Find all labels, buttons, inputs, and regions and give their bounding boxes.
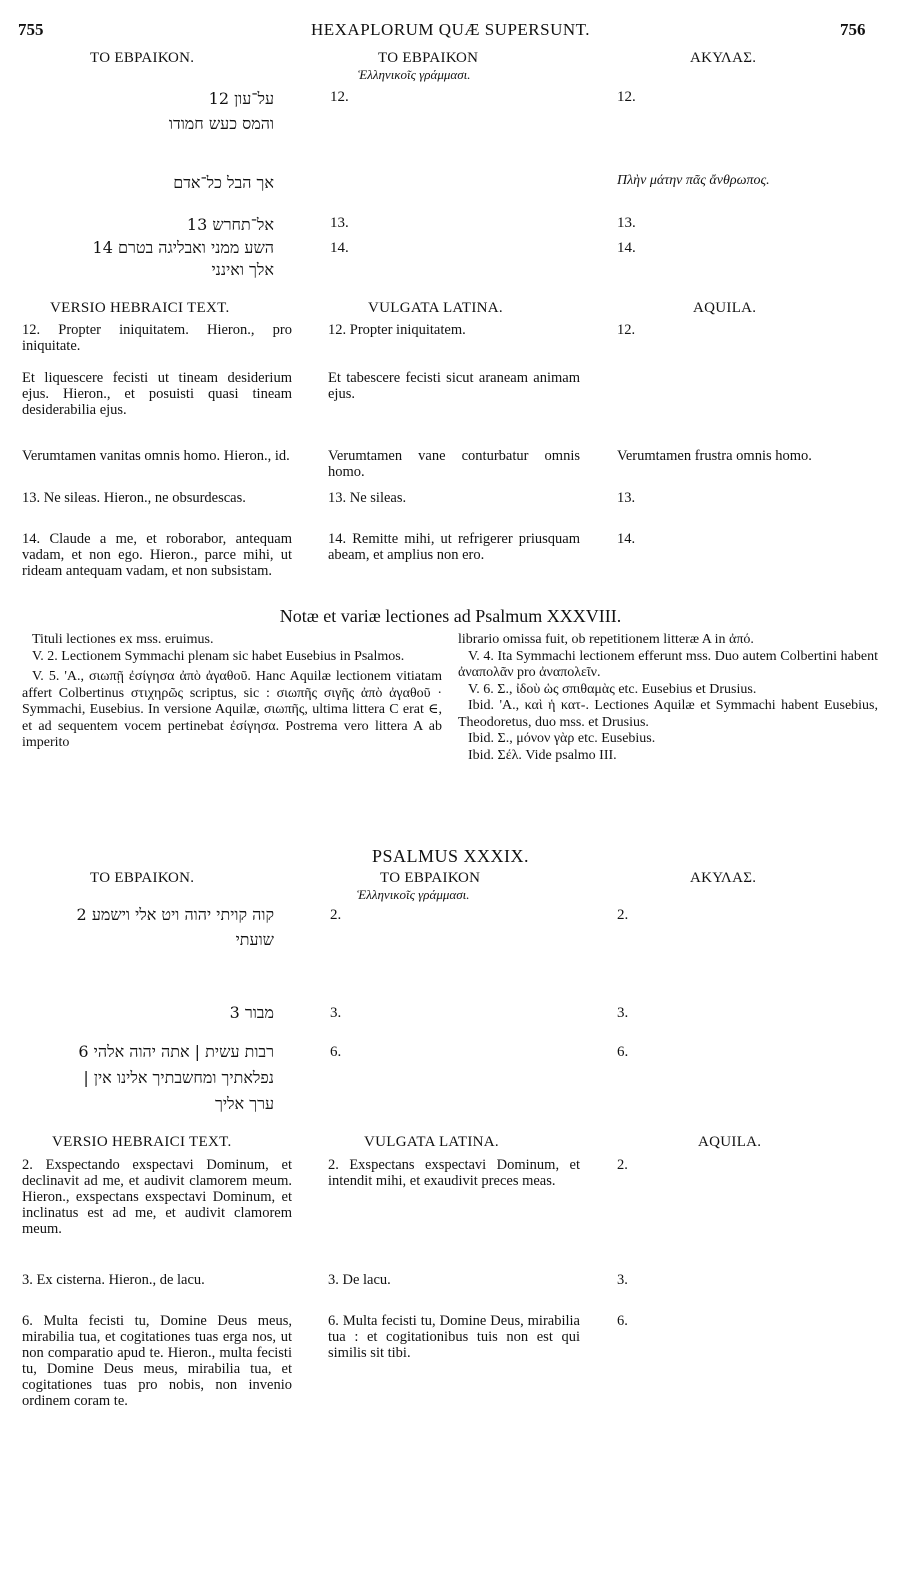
verse-number: 3. bbox=[330, 1005, 342, 1021]
aquila-text: 3. bbox=[617, 1272, 628, 1288]
verse-number: 6. bbox=[617, 1044, 629, 1060]
vulgata-text: 12. Propter iniquitatem. bbox=[328, 322, 466, 338]
versio-text: 14. Claude a me, et roborabor, antequam vadam, et non ego. Hieron., parce mihi, ut rideam antequam vadam, et non subsistam. bbox=[22, 531, 292, 579]
page-number-right: 756 bbox=[840, 20, 866, 39]
note-paragraph: Ibid. Σ., μόνον γὰρ etc. Eusebius. bbox=[468, 731, 656, 746]
hebrew-line: קוה קויתי יהוה ויט אלי וישמע 2 bbox=[76, 905, 274, 924]
verse-number: 6. bbox=[330, 1044, 342, 1060]
hebrew-line: רבות עשית | אתה יהוה אלהי 6 bbox=[78, 1042, 274, 1061]
notes-left-column bbox=[22, 632, 442, 752]
note-paragraph: Ibid. Σέλ. Vide psalmo III. bbox=[468, 747, 617, 763]
col-head-vulgata: VULGATA LATINA. bbox=[364, 1134, 499, 1150]
verse-number: 13. bbox=[617, 215, 636, 231]
notes-right-column bbox=[458, 632, 878, 764]
aquila-text: 14. bbox=[617, 531, 636, 547]
vulgata-text: 3. De lacu. bbox=[328, 1272, 391, 1288]
vulgata-text: 6. Multa fecisti tu, Domine Deus, mirabilia tua : et cogitationibus tuis non est qui similis sit tibi. bbox=[328, 1313, 580, 1361]
notes-title: Notæ et variæ lectiones ad Psalmum XXXVIII. bbox=[279, 606, 622, 626]
hebrew-line: מבור 3 bbox=[229, 1003, 274, 1022]
hebrew-line: שועתי bbox=[235, 930, 274, 949]
psalm-title: PSALMUS XXXIX. bbox=[371, 846, 530, 866]
vulgata-text: Et tabescere fecisti sicut araneam animam ejus. bbox=[328, 370, 580, 402]
note-paragraph: Tituli lectiones ex mss. eruimus. bbox=[32, 632, 214, 647]
hebrew-line: אלך ואינני bbox=[211, 260, 274, 279]
hebrew-line: אך הבל כל־אדם bbox=[173, 173, 274, 192]
col-head-greek-sub: Ἑλληνικοῖς γράμμασι. bbox=[358, 67, 471, 82]
versio-text: 3. Ex cisterna. Hieron., de lacu. bbox=[22, 1272, 205, 1288]
note-paragraph: V. 4. Ita Symmachi lectionem efferunt mss. Duo autem Colbertini habent ἀναπολᾶν pro ἀναπολεῖν. bbox=[458, 648, 878, 680]
versio-text: 2. Exspectando exspectavi Dominum, et declinavit ad me, et audivit clamorem meum. Hieron., exspectans exspectavi Dominum, et inclinatus est ad me, et audivit clamorem meum. bbox=[22, 1157, 292, 1237]
verse-number: 2. bbox=[617, 907, 629, 923]
aquila-text: 13. bbox=[617, 490, 636, 506]
hebrew-line: והמס כעש חמודו bbox=[168, 114, 274, 133]
col-head-versio: VERSIO HEBRAICI TEXT. bbox=[50, 300, 230, 316]
verse-number: 14. bbox=[617, 240, 636, 256]
col-head-greek-letters: ΤΟ ΕΒΡΑΙΚΟΝ bbox=[378, 50, 479, 66]
aquila-text: 2. bbox=[617, 1157, 628, 1173]
aquila-text: Verumtamen frustra omnis homo. bbox=[617, 448, 812, 464]
aquila-greek: Πλὴν μάτην πᾶς ἄνθρωπος. bbox=[617, 173, 770, 188]
aquila-text: 6. bbox=[617, 1313, 628, 1329]
page-number-left: 755 bbox=[18, 20, 44, 39]
note-paragraph: Ibid. 'Α., καὶ ἡ κατ-. Lectiones Aquilæ et Symmachi habent Eusebius, Theodoretus, duo mss. et Drusius. bbox=[458, 698, 878, 730]
hebrew-line: על־עון 12 bbox=[208, 89, 274, 108]
col-head-vulgata: VULGATA LATINA. bbox=[368, 300, 503, 316]
verse-number: 13. bbox=[330, 215, 349, 231]
col-head-versio: VERSIO HEBRAICI TEXT. bbox=[52, 1134, 232, 1150]
col-head-greek-letters: ΤΟ ΕΒΡΑΙΚΟΝ bbox=[380, 870, 481, 886]
col-head-aquila-latin: AQUILA. bbox=[693, 300, 757, 316]
hebrew-line: ערך אליך bbox=[215, 1094, 274, 1113]
vulgata-text: 2. Exspectans exspectavi Dominum, et intendit mihi, et exaudivit preces meas. bbox=[328, 1157, 580, 1189]
note-paragraph: librario omissa fuit, ob repetitionem litteræ A in ἀπό. bbox=[458, 632, 754, 647]
col-head-hebrew: ΤΟ ΕΒΡΑΙΚΟΝ. bbox=[90, 50, 195, 66]
note-paragraph: V. 5. 'Α., σιωπῇ ἐσίγησα ἀπὸ ἀγαθοῦ. Hanc Aquilæ lectionem vitiatam affert Colbertinus στιχηρῶς scriptus, sic : σιωπῆς σιγῆς ἀπὸ ἀγαθοῦ · Symmachi, Eusebius. In versione Aquilæ, σιωπῆς, ultima littera C erat ∈, et ad sequentem vocem pertinebat ἐσίγησα. Postrema vero littera A ab imperito bbox=[22, 669, 442, 750]
verse-number: 3. bbox=[617, 1005, 629, 1021]
running-title: HEXAPLORUM QUÆ SUPERSUNT. bbox=[310, 20, 591, 39]
col-head-aquila: ΑΚΥΛΑΣ. bbox=[690, 870, 757, 886]
hebrew-line: אל־תחרש 13 bbox=[186, 215, 274, 234]
col-head-greek-sub: Ἑλληνικοῖς γράμμασι. bbox=[357, 887, 470, 902]
hebrew-line: השע ממני ואבליגה בטרם 14 bbox=[92, 238, 274, 257]
col-head-hebrew: ΤΟ ΕΒΡΑΙΚΟΝ. bbox=[90, 870, 195, 886]
verse-number: 12. bbox=[617, 89, 636, 105]
vulgata-text: Verumtamen vane conturbatur omnis homo. bbox=[328, 448, 580, 480]
col-head-aquila: ΑΚΥΛΑΣ. bbox=[690, 50, 757, 66]
verse-number: 12. bbox=[330, 89, 349, 105]
versio-text: 6. Multa fecisti tu, Domine Deus meus, mirabilia tua, et cogitationes tuas erga nos, ut non comparatio apud te. Hieron., multa fecisti tu, Domine Deus meus, mirabilia tua, et cogitationes tuas pro nobis, non invenio ordinem coram te. bbox=[22, 1313, 292, 1409]
vulgata-text: 13. Ne sileas. bbox=[328, 490, 407, 506]
col-head-aquila-latin: AQUILA. bbox=[698, 1134, 762, 1150]
note-paragraph: V. 2. Lectionem Symmachi plenam sic habet Eusebius in Psalmos. bbox=[32, 648, 405, 664]
vulgata-text: 14. Remitte mihi, ut refrigerer priusquam abeam, et amplius non ero. bbox=[328, 531, 580, 563]
hebrew-line: נפלאתיך ומחשבתיך אלינו אין | bbox=[83, 1068, 274, 1087]
versio-text: Et liquescere fecisti ut tineam desiderium ejus. Hieron., et posuisti quasi tineam desiderabilia ejus. bbox=[22, 370, 292, 418]
verse-number: 14. bbox=[330, 240, 349, 256]
versio-text: 13. Ne sileas. Hieron., ne obsurdescas. bbox=[22, 490, 246, 506]
versio-text: 12. Propter iniquitatem. Hieron., pro iniquitate. bbox=[22, 322, 292, 354]
verse-number: 2. bbox=[330, 907, 342, 923]
note-paragraph: V. 6. Σ., ἰδοὺ ὡς σπιθαμὰς etc. Eusebius et Drusius. bbox=[468, 681, 757, 697]
versio-text: Verumtamen vanitas omnis homo. Hieron., id. bbox=[22, 448, 290, 464]
aquila-text: 12. bbox=[617, 322, 636, 338]
